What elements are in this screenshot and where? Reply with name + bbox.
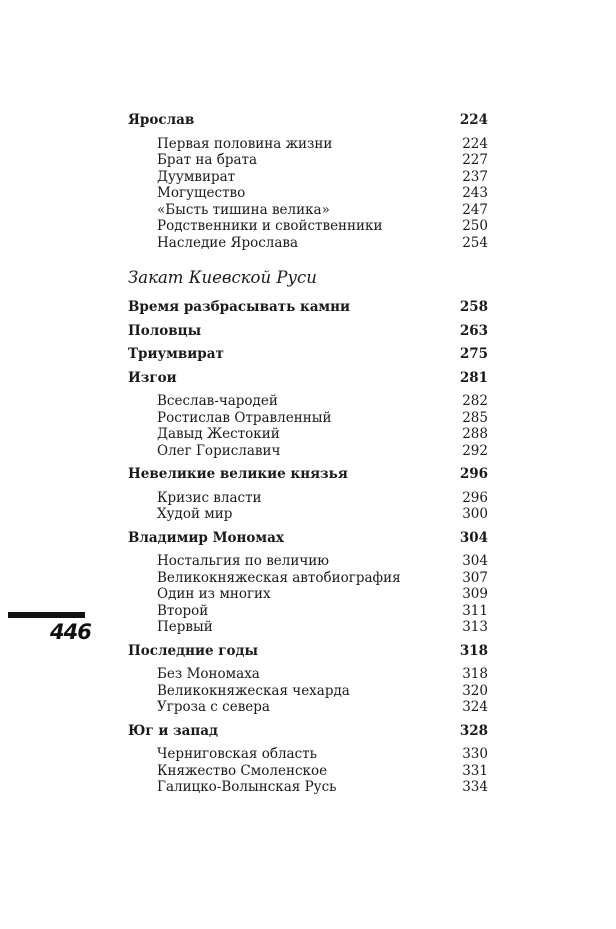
chapter-page: 318 bbox=[459, 642, 488, 659]
toc-subsection bbox=[128, 683, 488, 700]
subsection-page: 243 bbox=[462, 185, 488, 201]
subsection-title: Второй bbox=[157, 602, 209, 619]
chapter-title: Время разбрасывать камни bbox=[128, 299, 351, 315]
subsection-title: Всеслав-чародей bbox=[157, 393, 278, 409]
subsection-title: Княжество Смоленское bbox=[157, 762, 328, 779]
subsection-title: Великокняжеская автобиография bbox=[157, 569, 401, 586]
subsection-page: 288 bbox=[462, 426, 488, 442]
chapter-page: 224 bbox=[459, 112, 488, 128]
chapter-page: 263 bbox=[459, 322, 488, 339]
toc-subsection bbox=[128, 152, 488, 169]
toc-subsection bbox=[128, 235, 488, 252]
chapter-page: 328 bbox=[459, 722, 488, 739]
subsection-page: 313 bbox=[462, 619, 488, 635]
chapter-title: Триумвират bbox=[128, 346, 224, 362]
subsection-title: Наследие Ярослава bbox=[157, 234, 299, 251]
subsection-page: 331 bbox=[462, 762, 488, 779]
chapter-page: 296 bbox=[459, 466, 488, 482]
toc-subsection bbox=[128, 603, 488, 620]
toc-subsection bbox=[128, 619, 488, 636]
toc-subsection bbox=[128, 666, 488, 683]
toc-subsection bbox=[128, 586, 488, 603]
subsection-title: Могущество bbox=[157, 185, 246, 201]
subsection-page: 254 bbox=[462, 234, 488, 251]
subsection-title: Кризис власти bbox=[157, 489, 262, 506]
toc-subsection bbox=[128, 763, 488, 780]
toc-subsection bbox=[128, 570, 488, 587]
toc-subsection bbox=[128, 410, 488, 427]
part-heading bbox=[128, 268, 488, 288]
subsection-title: Дуумвират bbox=[157, 168, 236, 185]
toc-chapter bbox=[128, 723, 488, 740]
subsection-title: «Бысть тишина велика» bbox=[157, 201, 330, 218]
subsection-title: Галицко-Волынская Русь bbox=[157, 779, 337, 795]
toc-subsection bbox=[128, 136, 488, 153]
subsection-title: Ростислав Отравленный bbox=[157, 409, 332, 426]
toc-subsection bbox=[128, 393, 488, 410]
table-of-contents bbox=[128, 112, 488, 796]
chapter-page: 275 bbox=[459, 346, 488, 362]
toc-chapter bbox=[128, 346, 488, 363]
chapter-page: 258 bbox=[459, 299, 488, 315]
page-number-bar bbox=[8, 612, 85, 618]
subsection-page: 250 bbox=[462, 218, 488, 234]
toc-chapter bbox=[128, 370, 488, 387]
toc-subsection bbox=[128, 699, 488, 716]
subsection-title: Худой мир bbox=[157, 506, 233, 522]
subsection-page: 296 bbox=[462, 489, 488, 506]
subsection-title: Олег Гориславич bbox=[157, 442, 281, 459]
subsection-page: 227 bbox=[462, 152, 488, 168]
subsection-title: Угроза с севера bbox=[157, 699, 270, 715]
toc-subsection bbox=[128, 490, 488, 507]
toc-subsection bbox=[128, 426, 488, 443]
subsection-page: 292 bbox=[462, 442, 488, 459]
subsection-title: Давыд Жестокий bbox=[157, 426, 280, 442]
toc-subsection bbox=[128, 779, 488, 796]
subsection-page: 330 bbox=[462, 746, 488, 762]
subsection-title: Первая половина жизни bbox=[157, 135, 333, 152]
subsection-page: 300 bbox=[462, 506, 488, 522]
chapter-page: 281 bbox=[459, 369, 488, 386]
subsection-title: Брат на брата bbox=[157, 152, 258, 168]
toc-subsection bbox=[128, 169, 488, 186]
subsection-page: 334 bbox=[462, 779, 488, 795]
subsection-page: 318 bbox=[462, 666, 488, 682]
subsection-title: Великокняжеская чехарда bbox=[157, 682, 350, 699]
part-title: Закат Киевской Руси bbox=[128, 268, 317, 287]
toc-chapter bbox=[128, 323, 488, 340]
subsection-page: 224 bbox=[462, 135, 488, 152]
chapter-title: Половцы bbox=[128, 322, 202, 339]
toc-chapter bbox=[128, 112, 488, 129]
toc-subsection bbox=[128, 506, 488, 523]
subsection-page: 307 bbox=[462, 569, 488, 586]
toc-chapter bbox=[128, 530, 488, 547]
chapter-title: Юг и запад bbox=[128, 722, 219, 739]
subsection-page: 324 bbox=[462, 699, 488, 715]
subsection-title: Родственники и свойственники bbox=[157, 218, 383, 234]
subsection-title: Без Мономаха bbox=[157, 666, 260, 682]
toc-chapter bbox=[128, 299, 488, 316]
subsection-title: Первый bbox=[157, 619, 213, 635]
subsection-page: 304 bbox=[462, 553, 488, 569]
subsection-page: 320 bbox=[462, 682, 488, 699]
subsection-title: Один из многих bbox=[157, 586, 271, 602]
subsection-page: 285 bbox=[462, 409, 488, 426]
page-number: 446 bbox=[50, 620, 91, 644]
chapter-title: Владимир Мономах bbox=[128, 529, 284, 546]
subsection-page: 311 bbox=[462, 602, 488, 619]
chapter-title: Невеликие великие князья bbox=[128, 466, 348, 482]
chapter-title: Изгои bbox=[128, 369, 177, 386]
toc-chapter bbox=[128, 643, 488, 660]
subsection-page: 282 bbox=[462, 393, 488, 409]
chapter-title: Последние годы bbox=[128, 642, 259, 659]
subsection-page: 247 bbox=[462, 201, 488, 218]
toc-subsection bbox=[128, 202, 488, 219]
subsection-page: 309 bbox=[462, 586, 488, 602]
subsection-title: Ностальгия по величию bbox=[157, 553, 330, 569]
chapter-title: Ярослав bbox=[128, 112, 195, 128]
toc-subsection bbox=[128, 218, 488, 235]
toc-chapter bbox=[128, 466, 488, 483]
subsection-title: Черниговская область bbox=[157, 746, 317, 762]
toc-subsection bbox=[128, 553, 488, 570]
chapter-page: 304 bbox=[459, 529, 488, 546]
toc-subsection bbox=[128, 185, 488, 202]
subsection-page: 237 bbox=[462, 168, 488, 185]
toc-subsection bbox=[128, 443, 488, 460]
toc-subsection bbox=[128, 746, 488, 763]
